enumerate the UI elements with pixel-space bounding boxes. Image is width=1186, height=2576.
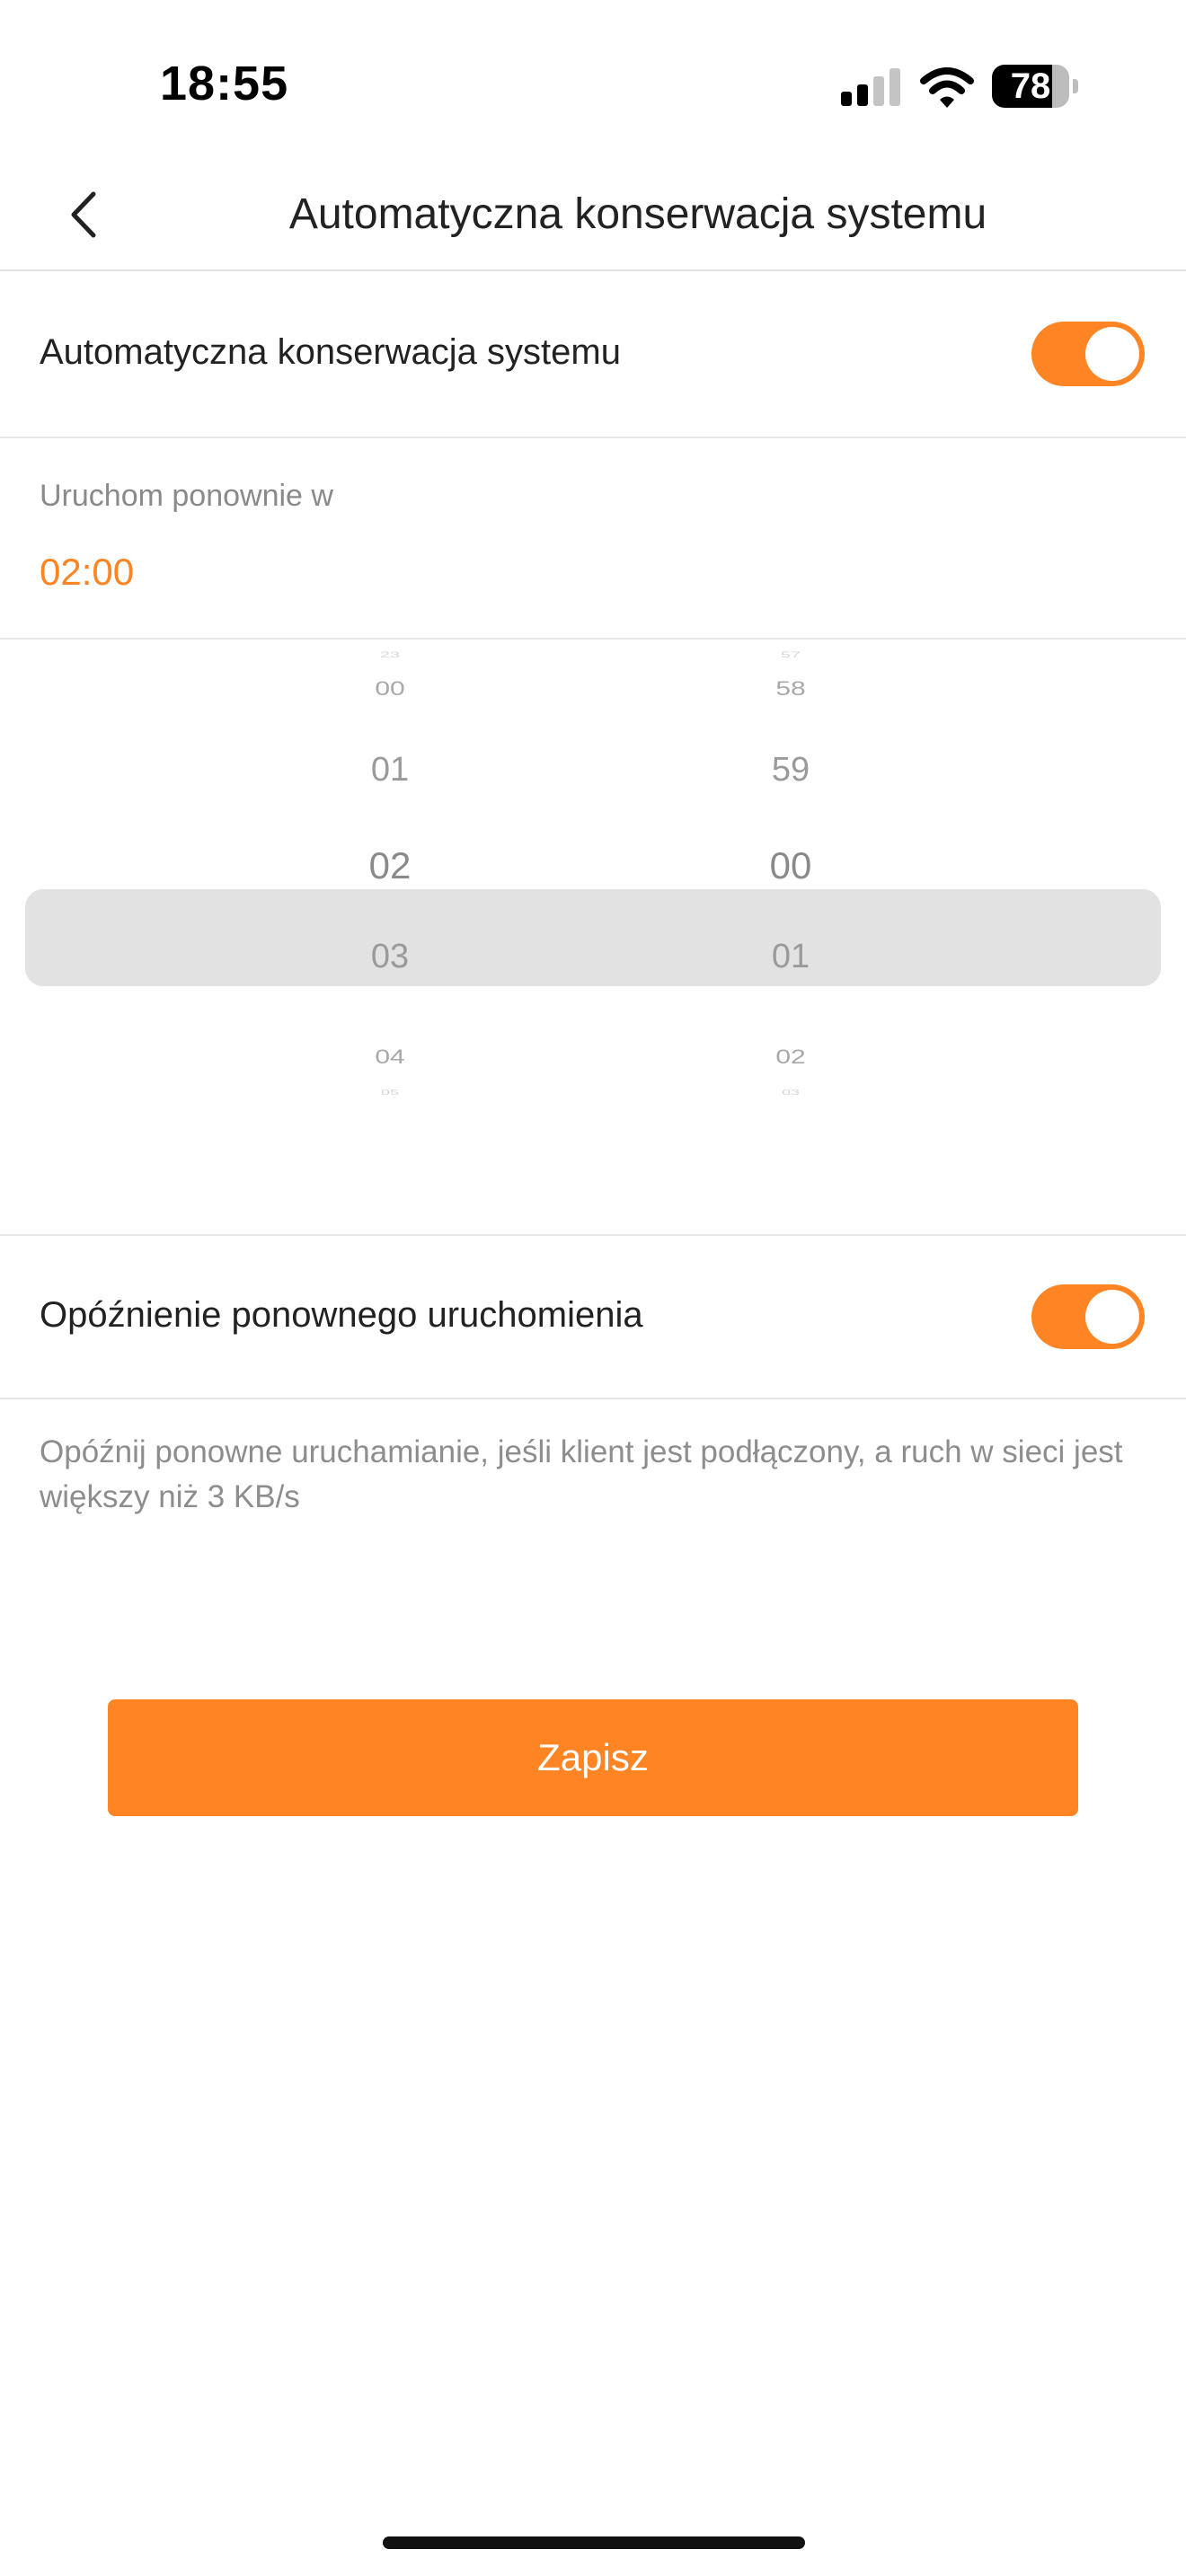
header-bar (0, 171, 1186, 271)
minute-option[interactable]: 03 (781, 1088, 801, 1097)
minute-option[interactable]: 57 (780, 650, 801, 660)
battery-level: 78 (1010, 66, 1051, 106)
divider (0, 638, 1186, 640)
auto-maintenance-toggle[interactable] (1031, 322, 1145, 386)
hour-option[interactable]: 00 (375, 677, 405, 700)
hour-option[interactable]: 02 (368, 844, 412, 887)
minute-option[interactable]: 00 (769, 844, 812, 887)
chevron-left-icon[interactable] (59, 183, 113, 246)
battery-icon (992, 65, 1078, 108)
status-bar (0, 0, 1186, 171)
minute-option[interactable]: 58 (775, 677, 806, 700)
save-button[interactable]: Zapisz (108, 1699, 1078, 1816)
battery-tip (1073, 79, 1078, 93)
restart-delay-label: Opóźnienie ponownego uruchomienia (40, 1295, 643, 1335)
minute-option[interactable]: 02 (775, 1045, 806, 1068)
restart-at-label: Uruchom ponownie w (40, 479, 333, 513)
restart-delay-hint: Opóźnij ponowne uruchamianie, jeśli klient jest podłączony, a ruch w sieci jest większy niż 3 KB/s (40, 1434, 1123, 1514)
time-picker[interactable] (0, 641, 1186, 1234)
restart-delay-toggle[interactable] (1031, 1284, 1145, 1349)
restart-at-value[interactable]: 02:00 (40, 551, 135, 593)
page-title: Automatyczna konserwacja systemu (288, 190, 987, 238)
divider (0, 1398, 1186, 1399)
hour-option[interactable]: 03 (370, 938, 410, 975)
home-indicator (383, 2536, 805, 2549)
minute-option[interactable]: 01 (771, 938, 810, 975)
hour-option[interactable]: 04 (375, 1045, 405, 1068)
hour-option[interactable]: 01 (370, 751, 410, 789)
toggle-knob (1085, 327, 1139, 381)
signal-icon (839, 68, 902, 106)
status-time: 18:55 (160, 57, 289, 110)
minute-option[interactable]: 59 (771, 751, 810, 789)
toggle-knob (1085, 1290, 1139, 1344)
picker-selection-highlight (25, 889, 1161, 986)
hour-option[interactable]: 05 (380, 1088, 400, 1097)
wifi-icon (920, 66, 974, 108)
hour-option[interactable]: 23 (379, 650, 401, 660)
auto-maintenance-label: Automatyczna konserwacja systemu (40, 332, 621, 372)
divider (0, 437, 1186, 438)
divider (0, 1234, 1186, 1236)
